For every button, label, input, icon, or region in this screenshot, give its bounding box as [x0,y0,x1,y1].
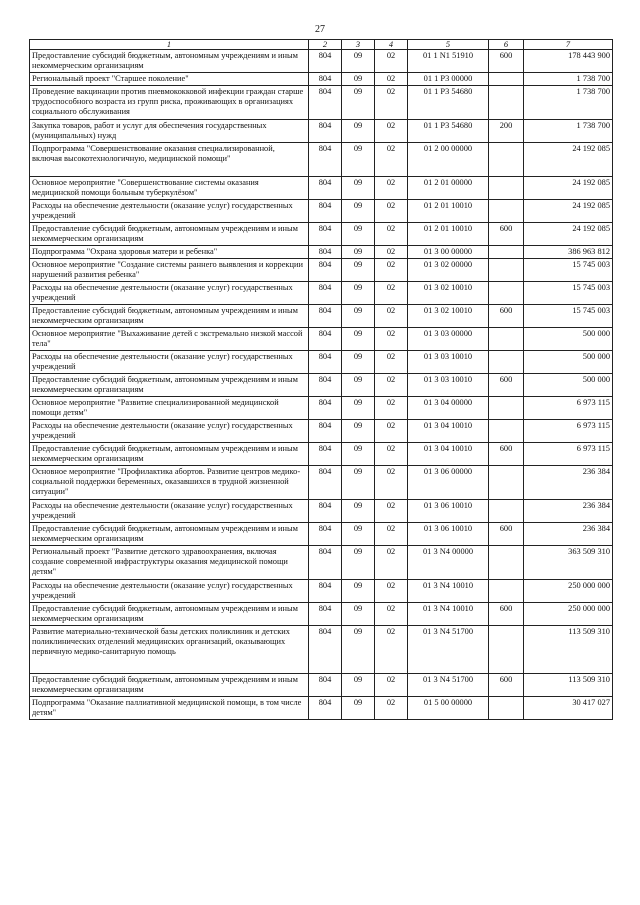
expense-type-code-cell [489,500,524,523]
subsection-code-cell: 02 [375,626,408,674]
target-article-code-cell: 01 3 04 10010 [408,420,489,443]
expense-name-cell: Основное мероприятие "Создание системы раннего выявления и коррекции нарушений развития ребенка" [30,259,309,282]
ministry-code-cell: 804 [309,466,342,500]
ministry-code-cell: 804 [309,246,342,259]
subsection-code-cell: 02 [375,282,408,305]
subsection-code-cell: 02 [375,246,408,259]
ministry-code-cell: 804 [309,351,342,374]
expense-name-cell: Основное мероприятие "Совершенствование системы оказания медицинской помощи больным туберкулёзом" [30,177,309,200]
expense-type-code-cell [489,73,524,86]
section-code-cell: 09 [342,282,375,305]
expense-type-code-cell [489,351,524,374]
expense-type-code-cell: 200 [489,120,524,143]
ministry-code-cell: 804 [309,674,342,697]
expense-type-code-cell [489,397,524,420]
expense-type-code-cell: 600 [489,374,524,397]
section-code-cell: 09 [342,697,375,720]
section-code-cell: 09 [342,580,375,603]
column-header: 6 [489,40,524,50]
table-row [30,200,613,223]
table-row [30,546,613,580]
table-row [30,420,613,443]
table-row [30,177,613,200]
ministry-code-cell: 804 [309,328,342,351]
ministry-code-cell: 804 [309,73,342,86]
ministry-code-cell: 804 [309,143,342,177]
column-header: 7 [524,40,613,50]
section-code-cell: 09 [342,351,375,374]
target-article-code-cell: 01 5 00 00000 [408,697,489,720]
subsection-code-cell: 02 [375,143,408,177]
expense-type-code-cell [489,580,524,603]
section-code-cell: 09 [342,674,375,697]
expense-type-code-cell: 600 [489,305,524,328]
expense-name-cell: Расходы на обеспечение деятельности (оказание услуг) государственных учреждений [30,282,309,305]
expense-type-code-cell [489,420,524,443]
subsection-code-cell: 02 [375,120,408,143]
subsection-code-cell: 02 [375,603,408,626]
amount-cell: 1 738 700 [524,73,613,86]
ministry-code-cell: 804 [309,420,342,443]
subsection-code-cell: 02 [375,420,408,443]
ministry-code-cell: 804 [309,200,342,223]
target-article-code-cell: 01 3 02 00000 [408,259,489,282]
ministry-code-cell: 804 [309,50,342,73]
subsection-code-cell: 02 [375,50,408,73]
column-header: 1 [30,40,309,50]
expense-name-cell: Предоставление субсидий бюджетным, автономным учреждениям и иным некоммерческим организациям [30,305,309,328]
target-article-code-cell: 01 3 N4 10010 [408,603,489,626]
section-code-cell: 09 [342,143,375,177]
amount-cell: 500 000 [524,351,613,374]
ministry-code-cell: 804 [309,443,342,466]
section-code-cell: 09 [342,120,375,143]
section-code-cell: 09 [342,259,375,282]
ministry-code-cell: 804 [309,397,342,420]
target-article-code-cell: 01 3 06 00000 [408,466,489,500]
target-article-code-cell: 01 2 01 10010 [408,200,489,223]
table-row [30,282,613,305]
ministry-code-cell: 804 [309,523,342,546]
expense-name-cell: Подпрограмма "Совершенствование оказания специализированной, включая высокотехнологичную, медицинской помощи" [30,143,309,177]
subsection-code-cell: 02 [375,397,408,420]
table-row [30,466,613,500]
subsection-code-cell: 02 [375,73,408,86]
ministry-code-cell: 804 [309,120,342,143]
target-article-code-cell: 01 1 P3 54680 [408,86,489,120]
target-article-code-cell: 01 3 N4 10010 [408,580,489,603]
target-article-code-cell: 01 1 N1 51910 [408,50,489,73]
expense-type-code-cell: 600 [489,443,524,466]
subsection-code-cell: 02 [375,177,408,200]
target-article-code-cell: 01 3 00 00000 [408,246,489,259]
table-row [30,223,613,246]
table-row [30,246,613,259]
ministry-code-cell: 804 [309,603,342,626]
expense-name-cell: Предоставление субсидий бюджетным, автономным учреждениям и иным некоммерческим организациям [30,523,309,546]
expense-name-cell: Закупка товаров, работ и услуг для обеспечения государственных (муниципальных) нужд [30,120,309,143]
subsection-code-cell: 02 [375,374,408,397]
amount-cell: 24 192 085 [524,177,613,200]
amount-cell: 500 000 [524,328,613,351]
ministry-code-cell: 804 [309,223,342,246]
subsection-code-cell: 02 [375,351,408,374]
expense-type-code-cell: 600 [489,223,524,246]
ministry-code-cell: 804 [309,580,342,603]
table-row [30,73,613,86]
section-code-cell: 09 [342,626,375,674]
table-row [30,328,613,351]
expense-name-cell: Основное мероприятие "Профилактика абортов. Развитие центров медико-социальной поддержки беременных, оказавшихся в трудной жизненной ситуации" [30,466,309,500]
subsection-code-cell: 02 [375,500,408,523]
subsection-code-cell: 02 [375,223,408,246]
expense-name-cell: Проведение вакцинации против пневмококковой инфекции граждан старше трудоспособного возраста из групп риска, проживающих в организациях социального обслуживания [30,86,309,120]
amount-cell: 178 443 900 [524,50,613,73]
subsection-code-cell: 02 [375,259,408,282]
column-header: 4 [375,40,408,50]
table-row [30,50,613,73]
table-row [30,374,613,397]
amount-cell: 30 417 027 [524,697,613,720]
expense-type-code-cell [489,282,524,305]
section-code-cell: 09 [342,86,375,120]
expense-type-code-cell [489,328,524,351]
expense-name-cell: Подпрограмма "Оказание паллиативной медицинской помощи, в том числе детям" [30,697,309,720]
section-code-cell: 09 [342,305,375,328]
target-article-code-cell: 01 2 01 10010 [408,223,489,246]
expense-type-code-cell [489,246,524,259]
ministry-code-cell: 804 [309,626,342,674]
section-code-cell: 09 [342,443,375,466]
target-article-code-cell: 01 3 06 10010 [408,500,489,523]
subsection-code-cell: 02 [375,580,408,603]
table-row [30,443,613,466]
table-row [30,697,613,720]
expense-name-cell: Предоставление субсидий бюджетным, автономным учреждениям и иным некоммерческим организациям [30,443,309,466]
target-article-code-cell: 01 3 02 10010 [408,282,489,305]
expense-name-cell: Подпрограмма "Охрана здоровья матери и ребенка" [30,246,309,259]
expense-name-cell: Основное мероприятие "Выхаживание детей с экстремально низкой массой тела" [30,328,309,351]
section-code-cell: 09 [342,328,375,351]
column-header: 5 [408,40,489,50]
expense-name-cell: Расходы на обеспечение деятельности (оказание услуг) государственных учреждений [30,420,309,443]
ministry-code-cell: 804 [309,697,342,720]
expense-name-cell: Предоставление субсидий бюджетным, автономным учреждениям и иным некоммерческим организациям [30,603,309,626]
expense-name-cell: Развитие материально-технической базы детских поликлиник и детских поликлинических отделений медицинских организаций, оказывающих первичную медико-санитарную помощь [30,626,309,674]
expense-type-code-cell [489,466,524,500]
subsection-code-cell: 02 [375,305,408,328]
section-code-cell: 09 [342,50,375,73]
page-number: 27 [315,24,325,35]
section-code-cell: 09 [342,200,375,223]
target-article-code-cell: 01 3 N4 00000 [408,546,489,580]
subsection-code-cell: 02 [375,523,408,546]
column-header: 3 [342,40,375,50]
section-code-cell: 09 [342,523,375,546]
section-code-cell: 09 [342,246,375,259]
target-article-code-cell: 01 3 N4 51700 [408,626,489,674]
expense-name-cell: Региональный проект "Развитие детского здравоохранения, включая создание современной инфраструктуры оказания медицинской помощи детям" [30,546,309,580]
subsection-code-cell: 02 [375,443,408,466]
amount-cell: 386 963 812 [524,246,613,259]
section-code-cell: 09 [342,603,375,626]
subsection-code-cell: 02 [375,674,408,697]
ministry-code-cell: 804 [309,374,342,397]
section-code-cell: 09 [342,397,375,420]
expense-name-cell: Расходы на обеспечение деятельности (оказание услуг) государственных учреждений [30,351,309,374]
target-article-code-cell: 01 3 N4 51700 [408,674,489,697]
amount-cell: 113 509 310 [524,674,613,697]
section-code-cell: 09 [342,420,375,443]
amount-cell: 1 738 700 [524,86,613,120]
subsection-code-cell: 02 [375,697,408,720]
expense-name-cell: Предоставление субсидий бюджетным, автономным учреждениям и иным некоммерческим организациям [30,374,309,397]
section-code-cell: 09 [342,73,375,86]
expense-type-code-cell [489,177,524,200]
table-row [30,674,613,697]
table-row [30,603,613,626]
amount-cell: 236 384 [524,523,613,546]
ministry-code-cell: 804 [309,86,342,120]
amount-cell: 6 973 115 [524,420,613,443]
target-article-code-cell: 01 1 P3 54680 [408,120,489,143]
expense-name-cell: Предоставление субсидий бюджетным, автономным учреждениям и иным некоммерческим организациям [30,50,309,73]
amount-cell: 24 192 085 [524,200,613,223]
target-article-code-cell: 01 3 03 10010 [408,374,489,397]
expense-type-code-cell: 600 [489,523,524,546]
section-code-cell: 09 [342,546,375,580]
amount-cell: 24 192 085 [524,223,613,246]
target-article-code-cell: 01 3 04 00000 [408,397,489,420]
subsection-code-cell: 02 [375,86,408,120]
amount-cell: 236 384 [524,500,613,523]
amount-cell: 15 745 003 [524,282,613,305]
amount-cell: 6 973 115 [524,397,613,420]
table-row [30,259,613,282]
table-header-row [30,40,613,50]
table-row [30,500,613,523]
table-row [30,580,613,603]
expense-type-code-cell [489,626,524,674]
column-header: 2 [309,40,342,50]
expense-type-code-cell [489,697,524,720]
expense-type-code-cell [489,259,524,282]
expense-name-cell: Расходы на обеспечение деятельности (оказание услуг) государственных учреждений [30,580,309,603]
expense-type-code-cell [489,86,524,120]
expense-name-cell: Расходы на обеспечение деятельности (оказание услуг) государственных учреждений [30,200,309,223]
amount-cell: 250 000 000 [524,603,613,626]
table-row [30,351,613,374]
ministry-code-cell: 804 [309,259,342,282]
section-code-cell: 09 [342,374,375,397]
amount-cell: 15 745 003 [524,305,613,328]
section-code-cell: 09 [342,500,375,523]
table-row [30,626,613,674]
amount-cell: 236 384 [524,466,613,500]
subsection-code-cell: 02 [375,328,408,351]
target-article-code-cell: 01 3 03 10010 [408,351,489,374]
amount-cell: 500 000 [524,374,613,397]
subsection-code-cell: 02 [375,466,408,500]
ministry-code-cell: 804 [309,177,342,200]
section-code-cell: 09 [342,177,375,200]
target-article-code-cell: 01 1 P3 00000 [408,73,489,86]
amount-cell: 6 973 115 [524,443,613,466]
expense-type-code-cell [489,200,524,223]
table-row [30,120,613,143]
expense-type-code-cell: 600 [489,50,524,73]
expense-type-code-cell: 600 [489,674,524,697]
table-row [30,523,613,546]
ministry-code-cell: 804 [309,500,342,523]
target-article-code-cell: 01 3 03 00000 [408,328,489,351]
table-row [30,143,613,177]
section-code-cell: 09 [342,223,375,246]
expense-name-cell: Предоставление субсидий бюджетным, автономным учреждениям и иным некоммерческим организациям [30,674,309,697]
amount-cell: 250 000 000 [524,580,613,603]
expense-type-code-cell [489,143,524,177]
ministry-code-cell: 804 [309,282,342,305]
amount-cell: 113 509 310 [524,626,613,674]
amount-cell: 15 745 003 [524,259,613,282]
ministry-code-cell: 804 [309,305,342,328]
target-article-code-cell: 01 3 04 10010 [408,443,489,466]
expense-name-cell: Региональный проект "Старшее поколение" [30,73,309,86]
table-row [30,86,613,120]
expense-type-code-cell [489,546,524,580]
table-row [30,397,613,420]
expense-type-code-cell: 600 [489,603,524,626]
subsection-code-cell: 02 [375,200,408,223]
budget-table [29,39,613,720]
subsection-code-cell: 02 [375,546,408,580]
table-row [30,305,613,328]
expense-name-cell: Предоставление субсидий бюджетным, автономным учреждениям и иным некоммерческим организациям [30,223,309,246]
expense-name-cell: Основное мероприятие "Развитие специализированной медицинской помощи детям" [30,397,309,420]
amount-cell: 363 509 310 [524,546,613,580]
target-article-code-cell: 01 2 01 00000 [408,177,489,200]
target-article-code-cell: 01 2 00 00000 [408,143,489,177]
amount-cell: 24 192 085 [524,143,613,177]
expense-name-cell: Расходы на обеспечение деятельности (оказание услуг) государственных учреждений [30,500,309,523]
target-article-code-cell: 01 3 02 10010 [408,305,489,328]
section-code-cell: 09 [342,466,375,500]
ministry-code-cell: 804 [309,546,342,580]
amount-cell: 1 738 700 [524,120,613,143]
target-article-code-cell: 01 3 06 10010 [408,523,489,546]
